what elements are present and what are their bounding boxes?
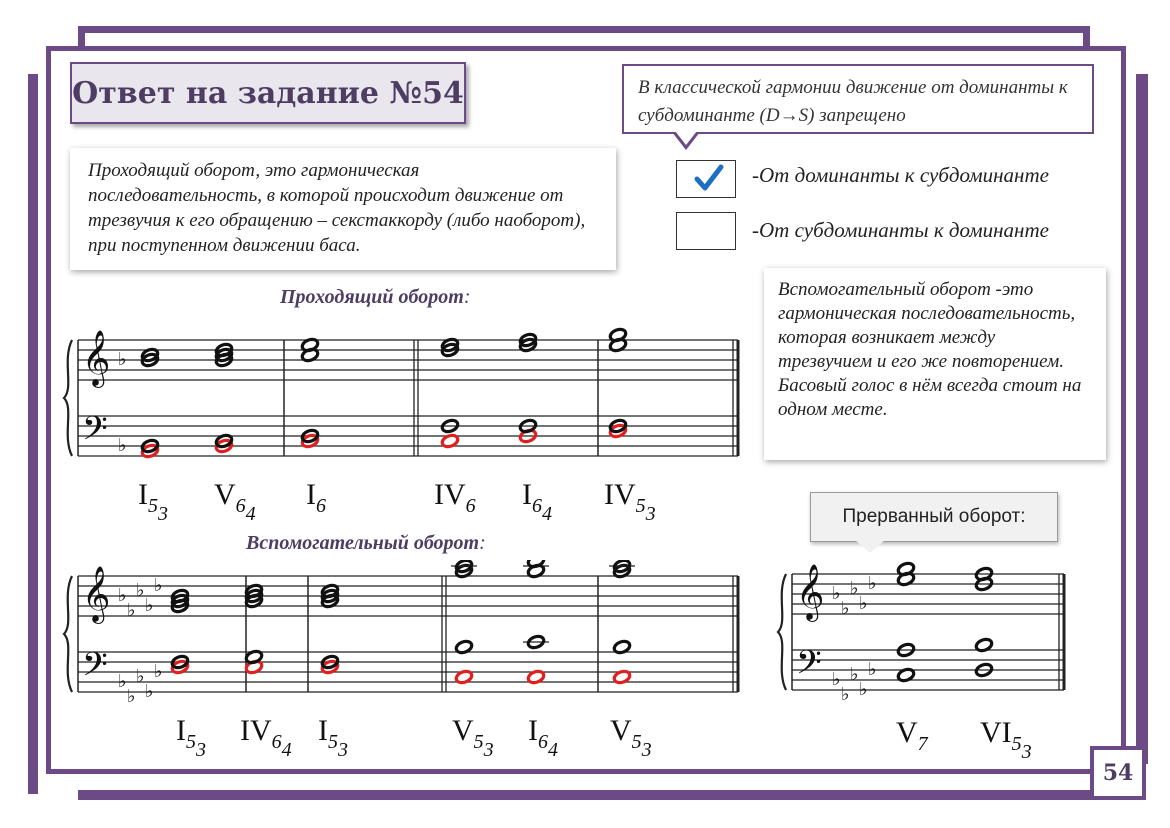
frame-bottom-border — [78, 790, 1090, 800]
figure-upper: 5 — [148, 495, 158, 517]
chord-label — [176, 714, 206, 761]
auxiliary-section-title — [246, 532, 486, 555]
flat-icon: ♭ — [868, 573, 877, 594]
chord-label — [896, 716, 928, 755]
flat-icon: ♭ — [850, 578, 859, 599]
figure-upper: 5 — [328, 731, 338, 753]
figure-lower: 3 — [338, 739, 348, 761]
chord-label — [434, 478, 476, 517]
roman-numeral: VI — [980, 716, 1012, 749]
treble-clef-icon: 𝄞 — [796, 564, 825, 620]
roman-numeral: I — [522, 478, 532, 511]
chord-label — [318, 714, 348, 761]
flat-icon: ♭ — [868, 659, 877, 680]
chord-label — [214, 478, 256, 525]
passing-definition: Проходящий оборот, это гармоническая последовательность, в которой происходит движение от трезвучия к его обращению – секстаккорду (либо наоборот), при поступенном движении баса. — [70, 148, 616, 270]
roman-numeral: I — [138, 478, 148, 511]
flat-icon: ♭ — [145, 595, 154, 616]
figure-lower: 3 — [158, 503, 168, 525]
option-label-1: -От доминанты к субдоминанте — [752, 163, 1049, 187]
frame-top-border — [78, 26, 1090, 46]
flat-icon: ♭ — [136, 580, 145, 601]
flat-icon: ♭ — [859, 593, 868, 614]
figure-lower: 4 — [245, 503, 256, 525]
figure-lower: 4 — [542, 503, 552, 525]
chord-label — [306, 478, 326, 517]
flat-icon: ♭ — [841, 684, 850, 705]
option-checkbox-2[interactable] — [676, 212, 736, 250]
frame-right-border — [1136, 74, 1148, 764]
figure-upper: 5 — [631, 731, 642, 753]
frame-left-border — [28, 74, 38, 794]
figure-lower: 4 — [281, 739, 292, 761]
roman-numeral: I — [318, 714, 328, 747]
flat-icon: ♭ — [841, 598, 850, 619]
flat-icon: ♭ — [127, 600, 136, 621]
figure-upper: 5 — [186, 731, 196, 753]
interrupted-callout: Прерванный оборот: — [810, 492, 1058, 542]
figure-upper: 5 — [1011, 733, 1022, 755]
flat-icon: ♭ — [850, 664, 859, 685]
option-checkbox-1[interactable] — [676, 160, 736, 198]
chord-label — [452, 714, 494, 761]
chord-label — [522, 478, 552, 525]
roman-numeral: IV — [604, 478, 636, 511]
figure-upper: 6 — [316, 495, 326, 517]
passing-title-colon: : — [463, 286, 471, 308]
title-box — [70, 62, 466, 124]
figure-lower: 3 — [1021, 741, 1032, 763]
interrupted-score — [776, 556, 1076, 706]
auxiliary-score — [60, 560, 750, 710]
flat-icon: ♭ — [118, 435, 127, 456]
chord-label — [610, 714, 652, 761]
flat-icon: ♭ — [136, 666, 145, 687]
interrupted-callout-tail — [854, 539, 886, 553]
roman-numeral: I — [528, 714, 538, 747]
page-number: 54 — [1090, 746, 1146, 800]
chord-label — [138, 478, 168, 525]
chord-label — [980, 716, 1032, 763]
flat-icon: ♭ — [145, 681, 154, 702]
roman-numeral: IV — [434, 478, 466, 511]
figure-upper: 6 — [235, 495, 246, 517]
checkmark-icon — [677, 161, 737, 199]
flat-icon: ♭ — [832, 583, 841, 604]
flat-icon: ♭ — [118, 585, 127, 606]
figure-upper: 5 — [635, 495, 646, 517]
roman-numeral: V — [214, 478, 236, 511]
figure-upper: 6 — [465, 495, 476, 517]
passing-section-title — [280, 286, 470, 309]
figure-upper: 7 — [917, 733, 928, 755]
flat-icon: ♭ — [154, 575, 163, 596]
figure-lower: 4 — [548, 739, 558, 761]
flat-icon: ♭ — [127, 686, 136, 707]
auxiliary-title-text: Вспомогательный оборот — [246, 532, 480, 554]
brace — [64, 576, 72, 692]
rule-callout: В классической гармонии движение от доминанты к субдоминанте (D→S) запрещено — [622, 64, 1094, 134]
roman-numeral: V — [610, 714, 632, 747]
bass-clef-icon: 𝄢 — [82, 646, 108, 692]
figure-lower: 3 — [483, 739, 494, 761]
figure-upper: 6 — [532, 495, 542, 517]
brace — [64, 340, 72, 456]
roman-numeral: I — [176, 714, 186, 747]
flat-icon: ♭ — [118, 349, 127, 370]
flat-icon: ♭ — [832, 669, 841, 690]
callout-tail-inner — [675, 131, 697, 145]
passing-score — [60, 316, 750, 476]
roman-numeral: V — [452, 714, 474, 747]
chord-label — [604, 478, 656, 525]
brace — [778, 574, 786, 690]
flat-icon: ♭ — [118, 671, 127, 692]
treble-clef-icon: 𝄞 — [82, 330, 111, 386]
flat-icon: ♭ — [859, 679, 868, 700]
figure-upper: 6 — [538, 731, 548, 753]
option-label-2: -От субдоминанты к доминанте — [752, 218, 1049, 242]
figure-upper: 5 — [473, 731, 484, 753]
chord-label — [240, 714, 292, 761]
auxiliary-title-colon: : — [479, 532, 486, 554]
roman-numeral: I — [306, 478, 316, 511]
flat-icon: ♭ — [154, 661, 163, 682]
figure-upper: 6 — [271, 731, 282, 753]
figure-lower: 3 — [196, 739, 206, 761]
figure-lower: 3 — [641, 739, 652, 761]
roman-numeral: IV — [240, 714, 272, 747]
auxiliary-definition: Вспомогательный оборот -это гармоническая последовательность, которая возникает между трезвучием и его же повторением. Басовый голос в нём всегда стоит на одном месте. — [764, 268, 1106, 460]
page-title: Ответ на задание №54 — [72, 75, 464, 111]
bass-clef-icon: 𝄢 — [796, 644, 822, 690]
roman-numeral: V — [896, 716, 918, 749]
passing-title-text: Проходящий оборот — [280, 286, 464, 308]
treble-clef-icon: 𝄞 — [82, 566, 111, 622]
bass-clef-icon: 𝄢 — [82, 410, 108, 456]
chord-label — [528, 714, 558, 761]
figure-lower: 3 — [645, 503, 656, 525]
